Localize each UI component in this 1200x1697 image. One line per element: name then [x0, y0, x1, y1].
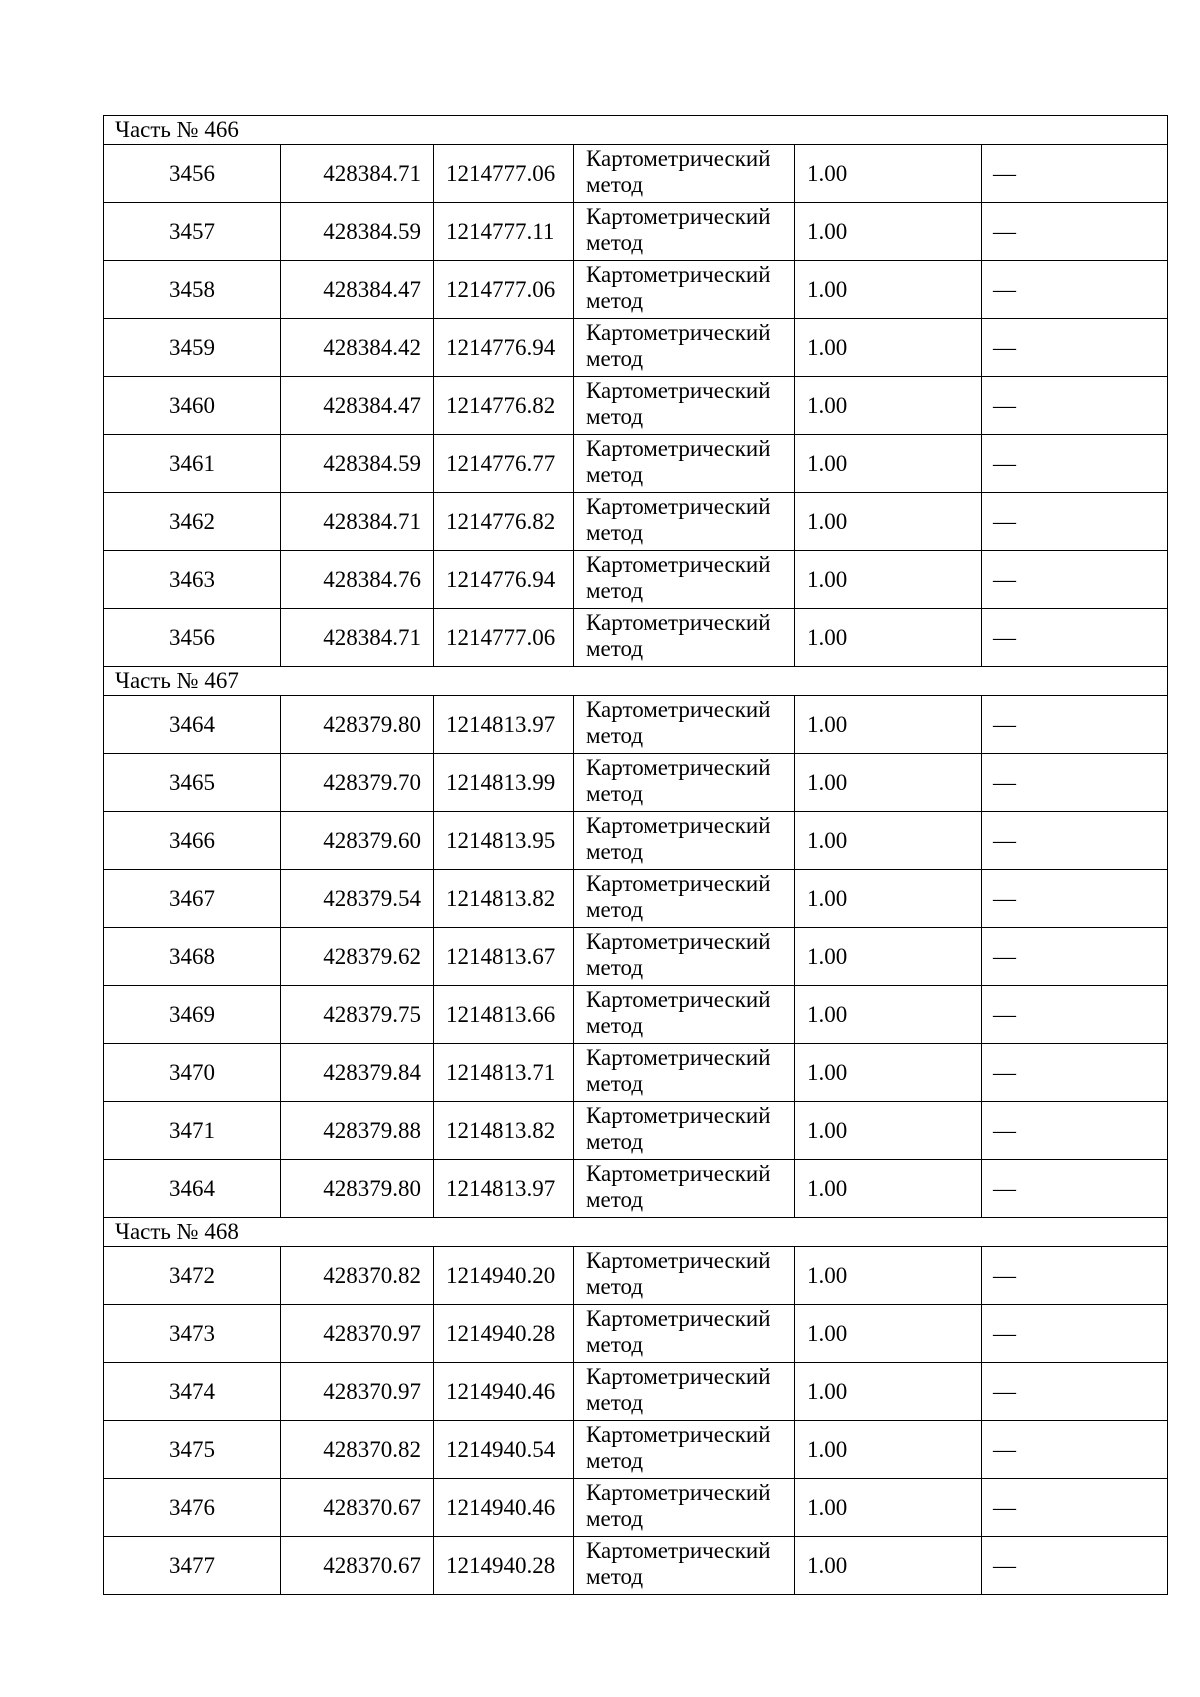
method-cell: Картометрический метод [574, 812, 795, 870]
point-number-cell: 3466 [104, 812, 281, 870]
x-coordinate-cell: 428379.62 [281, 928, 434, 986]
x-coordinate-cell: 428379.88 [281, 1102, 434, 1160]
coordinates-table [103, 115, 1168, 1595]
accuracy-cell: 1.00 [795, 1247, 982, 1305]
point-number-cell: 3477 [104, 1537, 281, 1595]
accuracy-cell: 1.00 [795, 319, 982, 377]
table-row [104, 609, 1168, 667]
x-coordinate-cell: 428370.97 [281, 1363, 434, 1421]
accuracy-cell: 1.00 [795, 1044, 982, 1102]
y-coordinate-cell: 1214940.46 [434, 1363, 574, 1421]
y-coordinate-cell: 1214776.94 [434, 551, 574, 609]
dash-cell: — [982, 1247, 1168, 1305]
table-row [104, 377, 1168, 435]
point-number-cell: 3461 [104, 435, 281, 493]
dash-cell: — [982, 696, 1168, 754]
x-coordinate-cell: 428370.82 [281, 1421, 434, 1479]
method-cell: Картометрический метод [574, 754, 795, 812]
accuracy-cell: 1.00 [795, 870, 982, 928]
table-row [104, 754, 1168, 812]
y-coordinate-cell: 1214813.82 [434, 870, 574, 928]
part-header-row [104, 116, 1168, 145]
x-coordinate-cell: 428370.82 [281, 1247, 434, 1305]
x-coordinate-cell: 428384.71 [281, 493, 434, 551]
method-cell: Картометрический метод [574, 377, 795, 435]
method-cell: Картометрический метод [574, 696, 795, 754]
accuracy-cell: 1.00 [795, 1479, 982, 1537]
part-header-row [104, 667, 1168, 696]
table-row [104, 870, 1168, 928]
accuracy-cell: 1.00 [795, 1160, 982, 1218]
part-header-row [104, 1218, 1168, 1247]
method-cell: Картометрический метод [574, 203, 795, 261]
point-number-cell: 3460 [104, 377, 281, 435]
accuracy-cell: 1.00 [795, 435, 982, 493]
table-row [104, 435, 1168, 493]
accuracy-cell: 1.00 [795, 609, 982, 667]
table-row [104, 1160, 1168, 1218]
accuracy-cell: 1.00 [795, 1537, 982, 1595]
method-cell: Картометрический метод [574, 609, 795, 667]
dash-cell: — [982, 1102, 1168, 1160]
point-number-cell: 3467 [104, 870, 281, 928]
method-cell: Картометрический метод [574, 1160, 795, 1218]
dash-cell: — [982, 1537, 1168, 1595]
dash-cell: — [982, 1044, 1168, 1102]
accuracy-cell: 1.00 [795, 203, 982, 261]
method-cell: Картометрический метод [574, 1479, 795, 1537]
y-coordinate-cell: 1214776.82 [434, 377, 574, 435]
table-row [104, 319, 1168, 377]
dash-cell: — [982, 1305, 1168, 1363]
dash-cell: — [982, 1479, 1168, 1537]
y-coordinate-cell: 1214813.82 [434, 1102, 574, 1160]
y-coordinate-cell: 1214813.66 [434, 986, 574, 1044]
x-coordinate-cell: 428384.47 [281, 377, 434, 435]
dash-cell: — [982, 812, 1168, 870]
table-row [104, 1537, 1168, 1595]
y-coordinate-cell: 1214813.95 [434, 812, 574, 870]
y-coordinate-cell: 1214777.06 [434, 261, 574, 319]
method-cell: Картометрический метод [574, 870, 795, 928]
dash-cell: — [982, 493, 1168, 551]
coordinates-table-body [104, 116, 1168, 1595]
method-cell: Картометрический метод [574, 1102, 795, 1160]
point-number-cell: 3456 [104, 145, 281, 203]
dash-cell: — [982, 1363, 1168, 1421]
point-number-cell: 3471 [104, 1102, 281, 1160]
point-number-cell: 3463 [104, 551, 281, 609]
dash-cell: — [982, 261, 1168, 319]
table-row [104, 261, 1168, 319]
x-coordinate-cell: 428379.80 [281, 696, 434, 754]
accuracy-cell: 1.00 [795, 1363, 982, 1421]
x-coordinate-cell: 428384.71 [281, 145, 434, 203]
y-coordinate-cell: 1214813.99 [434, 754, 574, 812]
dash-cell: — [982, 1421, 1168, 1479]
y-coordinate-cell: 1214940.20 [434, 1247, 574, 1305]
point-number-cell: 3474 [104, 1363, 281, 1421]
accuracy-cell: 1.00 [795, 145, 982, 203]
accuracy-cell: 1.00 [795, 1102, 982, 1160]
accuracy-cell: 1.00 [795, 696, 982, 754]
accuracy-cell: 1.00 [795, 261, 982, 319]
accuracy-cell: 1.00 [795, 551, 982, 609]
accuracy-cell: 1.00 [795, 493, 982, 551]
y-coordinate-cell: 1214940.46 [434, 1479, 574, 1537]
point-number-cell: 3472 [104, 1247, 281, 1305]
x-coordinate-cell: 428384.76 [281, 551, 434, 609]
method-cell: Картометрический метод [574, 1044, 795, 1102]
method-cell: Картометрический метод [574, 319, 795, 377]
table-row [104, 551, 1168, 609]
x-coordinate-cell: 428379.60 [281, 812, 434, 870]
point-number-cell: 3459 [104, 319, 281, 377]
part-title: Часть № 467 [104, 667, 1168, 696]
x-coordinate-cell: 428379.54 [281, 870, 434, 928]
table-row [104, 696, 1168, 754]
dash-cell: — [982, 928, 1168, 986]
accuracy-cell: 1.00 [795, 377, 982, 435]
dash-cell: — [982, 435, 1168, 493]
y-coordinate-cell: 1214940.54 [434, 1421, 574, 1479]
dash-cell: — [982, 609, 1168, 667]
y-coordinate-cell: 1214776.82 [434, 493, 574, 551]
table-row [104, 928, 1168, 986]
x-coordinate-cell: 428370.67 [281, 1537, 434, 1595]
table-row [104, 812, 1168, 870]
table-row [104, 203, 1168, 261]
y-coordinate-cell: 1214777.06 [434, 145, 574, 203]
table-row [104, 1363, 1168, 1421]
x-coordinate-cell: 428370.97 [281, 1305, 434, 1363]
x-coordinate-cell: 428384.42 [281, 319, 434, 377]
method-cell: Картометрический метод [574, 145, 795, 203]
y-coordinate-cell: 1214813.67 [434, 928, 574, 986]
point-number-cell: 3465 [104, 754, 281, 812]
table-row [104, 1102, 1168, 1160]
x-coordinate-cell: 428379.84 [281, 1044, 434, 1102]
dash-cell: — [982, 870, 1168, 928]
part-title: Часть № 466 [104, 116, 1168, 145]
point-number-cell: 3469 [104, 986, 281, 1044]
point-number-cell: 3458 [104, 261, 281, 319]
method-cell: Картометрический метод [574, 493, 795, 551]
point-number-cell: 3475 [104, 1421, 281, 1479]
dash-cell: — [982, 551, 1168, 609]
y-coordinate-cell: 1214776.77 [434, 435, 574, 493]
accuracy-cell: 1.00 [795, 986, 982, 1044]
x-coordinate-cell: 428370.67 [281, 1479, 434, 1537]
y-coordinate-cell: 1214813.71 [434, 1044, 574, 1102]
x-coordinate-cell: 428379.70 [281, 754, 434, 812]
point-number-cell: 3470 [104, 1044, 281, 1102]
x-coordinate-cell: 428384.59 [281, 435, 434, 493]
accuracy-cell: 1.00 [795, 928, 982, 986]
accuracy-cell: 1.00 [795, 1305, 982, 1363]
method-cell: Картометрический метод [574, 1247, 795, 1305]
table-row [104, 1479, 1168, 1537]
accuracy-cell: 1.00 [795, 754, 982, 812]
x-coordinate-cell: 428384.47 [281, 261, 434, 319]
point-number-cell: 3457 [104, 203, 281, 261]
table-row [104, 1247, 1168, 1305]
x-coordinate-cell: 428379.80 [281, 1160, 434, 1218]
dash-cell: — [982, 1160, 1168, 1218]
table-row [104, 493, 1168, 551]
dash-cell: — [982, 203, 1168, 261]
method-cell: Картометрический метод [574, 928, 795, 986]
part-title: Часть № 468 [104, 1218, 1168, 1247]
method-cell: Картометрический метод [574, 1537, 795, 1595]
point-number-cell: 3456 [104, 609, 281, 667]
point-number-cell: 3464 [104, 696, 281, 754]
y-coordinate-cell: 1214776.94 [434, 319, 574, 377]
point-number-cell: 3473 [104, 1305, 281, 1363]
x-coordinate-cell: 428384.59 [281, 203, 434, 261]
y-coordinate-cell: 1214813.97 [434, 696, 574, 754]
table-row [104, 1421, 1168, 1479]
method-cell: Картометрический метод [574, 261, 795, 319]
accuracy-cell: 1.00 [795, 812, 982, 870]
accuracy-cell: 1.00 [795, 1421, 982, 1479]
dash-cell: — [982, 377, 1168, 435]
y-coordinate-cell: 1214940.28 [434, 1537, 574, 1595]
point-number-cell: 3462 [104, 493, 281, 551]
method-cell: Картометрический метод [574, 1421, 795, 1479]
y-coordinate-cell: 1214813.97 [434, 1160, 574, 1218]
point-number-cell: 3476 [104, 1479, 281, 1537]
table-row [104, 986, 1168, 1044]
dash-cell: — [982, 754, 1168, 812]
method-cell: Картометрический метод [574, 1363, 795, 1421]
method-cell: Картометрический метод [574, 986, 795, 1044]
y-coordinate-cell: 1214940.28 [434, 1305, 574, 1363]
y-coordinate-cell: 1214777.06 [434, 609, 574, 667]
table-row [104, 1305, 1168, 1363]
method-cell: Картометрический метод [574, 551, 795, 609]
point-number-cell: 3468 [104, 928, 281, 986]
dash-cell: — [982, 145, 1168, 203]
x-coordinate-cell: 428384.71 [281, 609, 434, 667]
x-coordinate-cell: 428379.75 [281, 986, 434, 1044]
method-cell: Картометрический метод [574, 1305, 795, 1363]
point-number-cell: 3464 [104, 1160, 281, 1218]
dash-cell: — [982, 986, 1168, 1044]
y-coordinate-cell: 1214777.11 [434, 203, 574, 261]
table-row [104, 145, 1168, 203]
method-cell: Картометрический метод [574, 435, 795, 493]
dash-cell: — [982, 319, 1168, 377]
table-row [104, 1044, 1168, 1102]
